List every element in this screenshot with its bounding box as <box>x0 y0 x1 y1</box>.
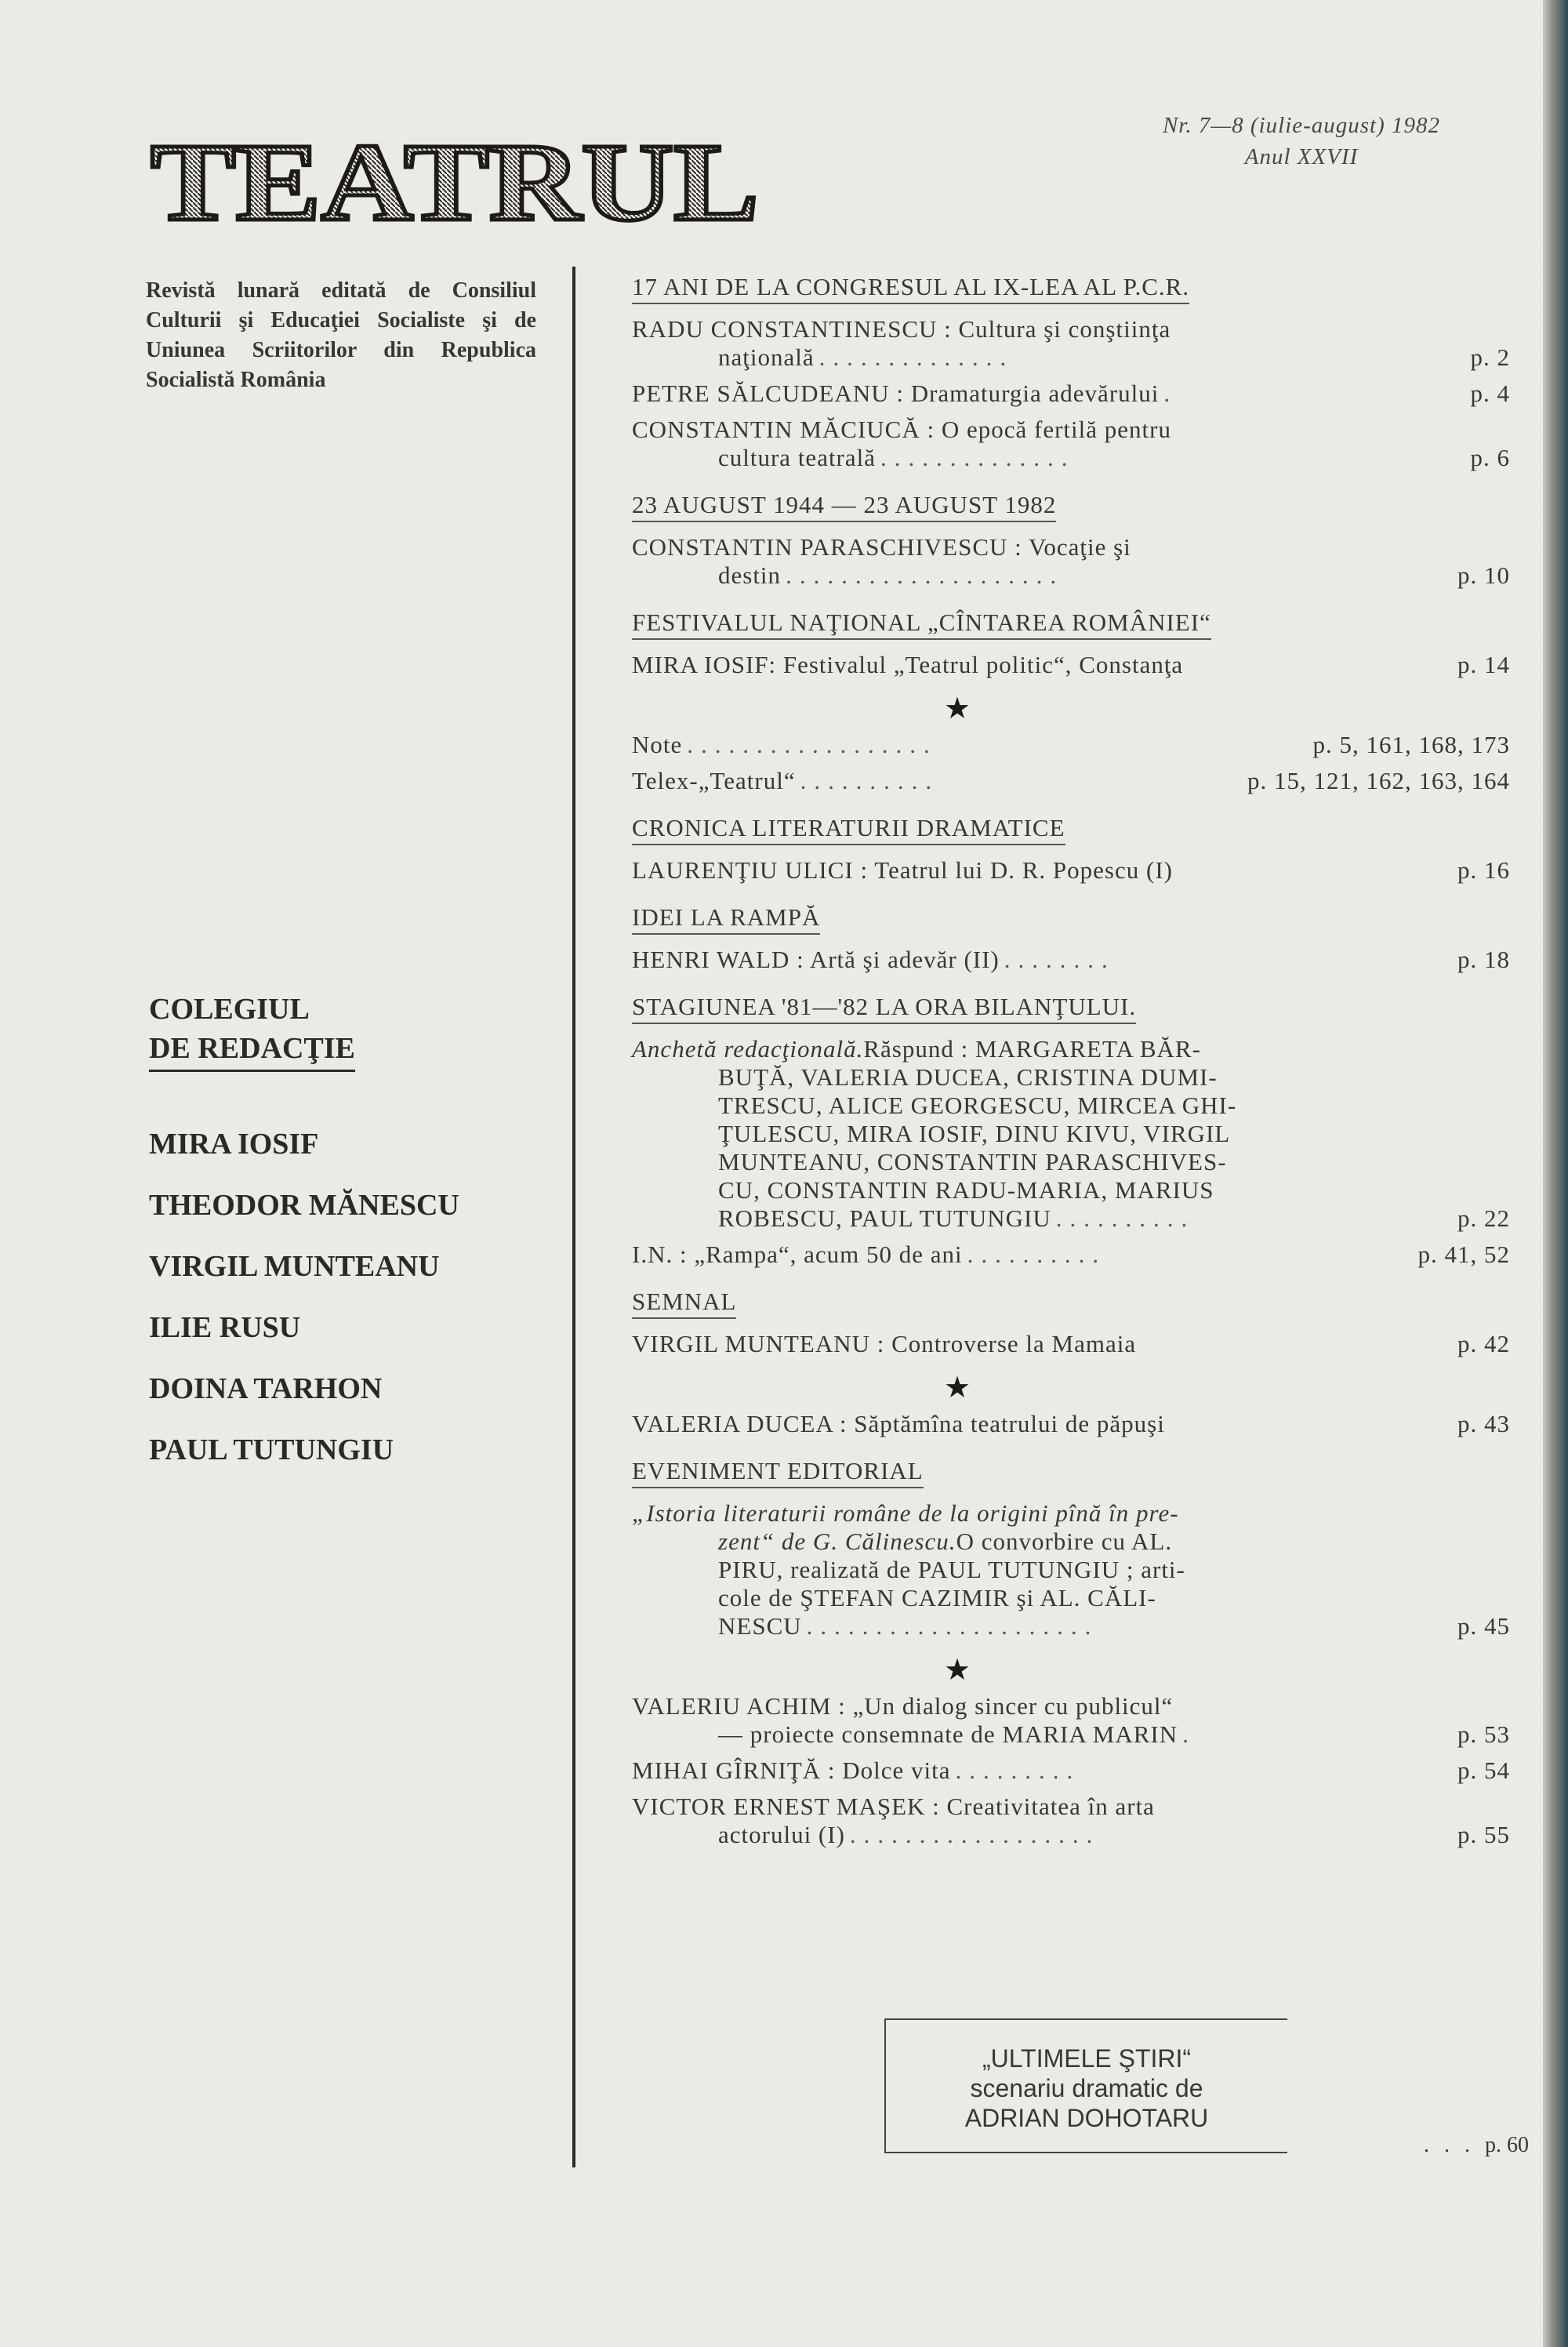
section-heading: CRONICA LITERATURII DRAMATICE <box>632 814 1065 845</box>
page-ref: p. 2 <box>1470 343 1510 371</box>
scenario-title: „ULTIMELE ŞTIRI“ <box>982 2044 1192 2073</box>
entry-title-cont: ROBESCU, PAUL TUTUNGIU <box>718 1204 1051 1232</box>
page-ref: p. 16 <box>1457 856 1510 884</box>
section-heading: FESTIVALUL NAŢIONAL „CÎNTAREA ROMÂNIEI“ <box>632 609 1211 640</box>
page-ref: p. 43 <box>1457 1410 1510 1437</box>
toc-entry: VALERIU ACHIM : „Un dialog sincer cu publicul“ — proiecte consemnate de MARIA MARIN . p. 53 <box>632 1692 1510 1748</box>
toc-entry: CONSTANTIN MĂCIUCĂ : O epocă fertilă pentru cultura teatrală .............. p. 6 <box>632 416 1510 471</box>
page-ref: p. 55 <box>1457 1821 1510 1848</box>
page-ref: p. 18 <box>1457 946 1510 973</box>
table-of-contents <box>632 273 1510 1857</box>
section-heading: EVENIMENT EDITORIAL <box>632 1457 924 1488</box>
entry-title: Note <box>632 731 683 758</box>
entry-title-cont: destin <box>718 561 782 589</box>
page-ref: p. 5, 161, 168, 173 <box>1312 731 1510 758</box>
entry-title-cont: zent“ de G. Călinescu. <box>718 1528 956 1555</box>
entry-title: CONSTANTIN MĂCIUCĂ : O epocă fertilă pentru <box>632 416 1171 443</box>
page-ref: p. 42 <box>1457 1330 1510 1357</box>
entry-title: LAURENŢIU ULICI : Teatrul lui D. R. Popescu (I) <box>632 856 1173 884</box>
toc-entry <box>632 1410 1510 1438</box>
entry-title-cont: cultura teatrală <box>718 444 877 471</box>
toc-entry: Note .................. p. 5, 161, 168, 173 <box>632 731 1510 758</box>
entry-title-cont: BUŢĂ, VALERIA DUCEA, CRISTINA DUMI- <box>718 1063 1218 1091</box>
toc-entry: Anchetă redacţională. Răspund : MARGARETA BĂR- BUŢĂ, VALERIA DUCEA, CRISTINA DUMI- TRESCU, ALICE GEORGESCU, MIRCEA GHI- ŢULESCU, MIRA IOSIF, DINU KIVU, VIRGIL MUNTEANU, CONSTANTIN PARASCHIVES- CU, CONSTANTIN RADU-MARIA, MARIUS ROBESCU, PAUL TUTUNGIU .......... p. 22 <box>632 1035 1510 1232</box>
entry-title: VICTOR ERNEST MAŞEK : Creativitatea în arta <box>632 1793 1155 1820</box>
board-member: ILIE RUSU <box>149 1311 301 1344</box>
toc-entry: CONSTANTIN PARASCHIVESCU : Vocaţie şi destin .................... p. 10 <box>632 533 1510 589</box>
toc-entry: MIHAI GÎRNIŢĂ : Dolce vita ......... p. 54 <box>632 1757 1510 1784</box>
board-title-line1: COLEGIUL <box>149 993 310 1026</box>
column-divider <box>572 267 575 2167</box>
entry-title: HENRI WALD : Artă şi adevăr (II) <box>632 946 1000 973</box>
toc-entry <box>632 856 1510 885</box>
entry-title: „Istoria literaturii române de la origini pînă în pre- <box>632 1499 1179 1527</box>
entry-title: MIRA IOSIF: Festivalul „Teatrul politic“, Constanţa <box>632 651 1184 678</box>
board-title-line2: DE REDACŢIE <box>149 1029 355 1072</box>
page-ref: p. 45 <box>1457 1612 1510 1640</box>
board-member: THEODOR MĂNESCU <box>149 1189 459 1222</box>
editorial-board-members <box>149 1114 557 1480</box>
entry-title-cont: ŢULESCU, MIRA IOSIF, DINU KIVU, VIRGIL <box>718 1120 1231 1147</box>
section-heading: SEMNAL <box>632 1288 736 1319</box>
toc-entry: „Istoria literaturii române de la origini pînă în pre- zent“ de G. Călinescu. O convorbire cu AL. PIRU, realizată de PAUL TUTUNGIU ; arti- cole de ŞTEFAN CAZIMIR şi AL. CĂLI- NESCU ..................... p. 45 <box>632 1499 1510 1640</box>
toc-entry: Telex-„Teatrul“ .......... p. 15, 121, 162, 163, 164 <box>632 767 1510 794</box>
board-member: MIRA IOSIF <box>149 1128 319 1161</box>
page-ref: p. 41, 52 <box>1417 1241 1510 1268</box>
entry-title: CONSTANTIN PARASCHIVESCU : Vocaţie şi <box>632 533 1131 561</box>
toc-entry: I.N. : „Rampa“, acum 50 de ani .......... p. 41, 52 <box>632 1241 1510 1268</box>
star-separator: ★ <box>943 1372 971 1404</box>
page-ref: p. 4 <box>1470 380 1510 407</box>
page-ref: p. 22 <box>1457 1204 1510 1232</box>
entry-title-cont: naţională <box>718 343 815 371</box>
entry-title: PETRE SĂLCUDEANU : Dramaturgia adevărului <box>632 380 1160 407</box>
entry-title-cont: CU, CONSTANTIN RADU-MARIA, MARIUS <box>718 1176 1214 1204</box>
section-heading: STAGIUNEA '81—'82 LA ORA BILANŢULUI. <box>632 993 1136 1024</box>
entry-title-cont: MUNTEANU, CONSTANTIN PARASCHIVES- <box>718 1148 1227 1175</box>
page-ref: p. 53 <box>1457 1720 1510 1748</box>
toc-entry: RADU CONSTANTINESCU : Cultura şi conştiinţa naţională .............. p. 2 <box>632 315 1510 371</box>
star-separator: ★ <box>943 692 971 725</box>
entry-title: MIHAI GÎRNIŢĂ : Dolce vita <box>632 1757 951 1784</box>
scenario-page-ref: . . . p. 60 <box>1424 2133 1529 2157</box>
entry-title: VALERIU ACHIM : „Un dialog sincer cu publicul“ <box>632 1692 1174 1720</box>
toc-entry: VICTOR ERNEST MAŞEK : Creativitatea în arta actorului (I) .................. p. 55 <box>632 1793 1510 1848</box>
svg-text:TEATRUL: TEATRUL <box>151 132 760 234</box>
scenario-author: ADRIAN DOHOTARU <box>964 2104 1209 2132</box>
entry-title: I.N. : „Rampa“, acum 50 de ani <box>632 1241 963 1268</box>
entry-title: RADU CONSTANTINESCU : Cultura şi conştiinţa <box>632 315 1171 343</box>
star-separator: ★ <box>943 1654 971 1687</box>
page-ref: p. 10 <box>1457 561 1510 589</box>
toc-entry <box>632 651 1510 679</box>
scenario-box <box>884 2018 1287 2153</box>
board-member: DOINA TARHON <box>149 1372 383 1405</box>
entry-kind: Anchetă redacţională. <box>632 1035 864 1063</box>
entry-title: Telex-„Teatrul“ <box>632 767 796 794</box>
issue-info <box>1090 110 1513 173</box>
section-heading: IDEI LA RAMPĂ <box>632 903 820 935</box>
page-ref: p. 6 <box>1470 444 1510 471</box>
section-heading: 23 AUGUST 1944 — 23 AUGUST 1982 <box>632 491 1056 522</box>
page-ref: p. 54 <box>1457 1757 1510 1784</box>
toc-entry: PETRE SĂLCUDEANU : Dramaturgia adevărului . p. 4 <box>632 380 1510 407</box>
page-ref: p. 14 <box>1457 651 1510 678</box>
page-ref: p. 60 <box>1485 2133 1529 2157</box>
volume-year: Anul XXVII <box>1244 144 1359 169</box>
board-member: PAUL TUTUNGIU <box>149 1433 394 1466</box>
board-member: VIRGIL MUNTEANU <box>149 1250 440 1283</box>
editorial-board-title <box>149 990 416 1072</box>
entry-title: VIRGIL MUNTEANU : Controverse la Mamaia <box>632 1330 1137 1357</box>
entry-title-cont: TRESCU, ALICE GEORGESCU, MIRCEA GHI- <box>718 1092 1237 1119</box>
teatrul-logo <box>146 132 765 234</box>
entry-title-cont: O convorbire cu AL. <box>956 1528 1173 1555</box>
entry-title-cont: NESCU <box>718 1612 802 1640</box>
entry-title-cont: PIRU, realizată de PAUL TUTUNGIU ; arti- <box>718 1556 1185 1583</box>
toc-entry: HENRI WALD : Artă şi adevăr (II) ........ p. 18 <box>632 946 1510 973</box>
entry-title-cont: — proiecte consemnate de MARIA MARIN <box>718 1720 1178 1748</box>
page-ref: p. 15, 121, 162, 163, 164 <box>1247 767 1510 794</box>
entry-title-cont: cole de ŞTEFAN CAZIMIR şi AL. CĂLI- <box>718 1584 1156 1611</box>
entry-title-cont: actorului (I) <box>718 1821 845 1848</box>
binding-edge <box>1543 0 1568 2347</box>
toc-entry <box>632 1330 1510 1358</box>
publisher-note: Revistă lunară editată de Consiliul Culturii şi Educaţiei Socialiste şi de Uniunea Scriitorilor din Republica Socialistă România <box>146 278 536 392</box>
issue-number: Nr. 7—8 (iulie-august) 1982 <box>1162 113 1441 138</box>
section-heading: 17 ANI DE LA CONGRESUL AL IX-LEA AL P.C.R. <box>632 273 1189 304</box>
entry-title: VALERIA DUCEA : Săptămîna teatrului de păpuşi <box>632 1410 1165 1437</box>
entry-title: Răspund : MARGARETA BĂR- <box>863 1035 1201 1063</box>
scenario-subtitle: scenariu dramatic de <box>970 2074 1203 2102</box>
